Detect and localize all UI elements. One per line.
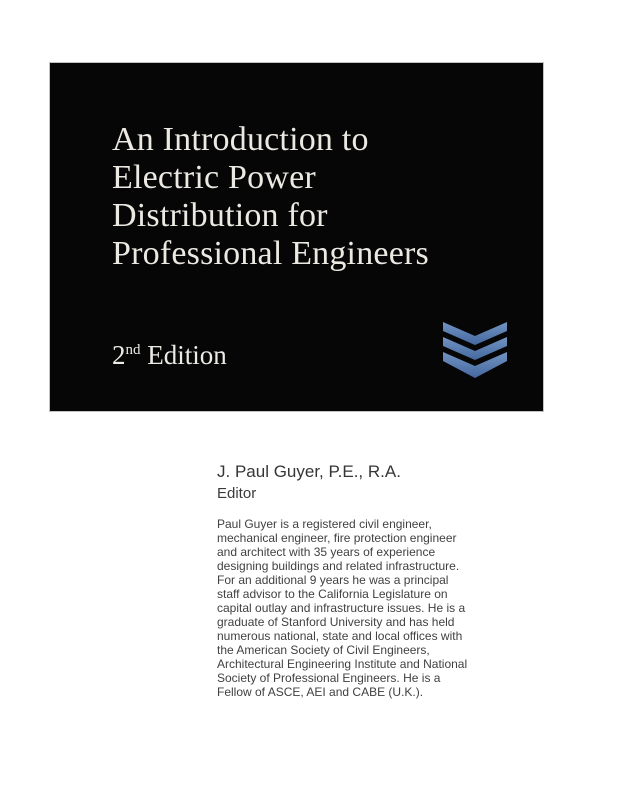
author-role: Editor — [217, 485, 257, 502]
edition-label — [112, 339, 227, 371]
bio-line: staff advisor to the California Legislature on — [217, 587, 448, 601]
bio-line: Architectural Engineering Institute and National — [217, 657, 468, 671]
bio-line: designing buildings and related infrastructure. — [217, 559, 460, 573]
edition-number: 2 — [112, 340, 126, 370]
bio-line: capital outlay and infrastructure issues. He is a — [217, 601, 466, 615]
cover-title-box — [50, 63, 543, 411]
author-name: J. Paul Guyer, P.E., R.A. — [217, 462, 401, 481]
bio-line: numerous national, state and local offices with — [217, 629, 463, 643]
bio-line: and architect with 35 years of experience — [217, 545, 436, 559]
edition-word: Edition — [147, 340, 227, 370]
book-title — [112, 121, 429, 273]
book-title-line: Electric Power — [112, 159, 316, 196]
book-title-line: Professional Engineers — [112, 235, 429, 272]
triple-chevron-down-icon — [442, 322, 508, 378]
bio-line: graduate of Stanford University and has held — [217, 615, 455, 629]
bio-line: Society of Professional Engineers. He is a — [217, 671, 441, 685]
bio-line: For an additional 9 years he was a principal — [217, 573, 449, 587]
bio-line: the American Society of Civil Engineers, — [217, 643, 430, 657]
book-title-line: Distribution for — [112, 197, 328, 234]
bio-line: Paul Guyer is a registered civil engineer, — [217, 517, 432, 531]
bio-line: mechanical engineer, fire protection engineer — [217, 531, 457, 545]
bio-line: Fellow of ASCE, AEI and CABE (U.K.). — [217, 685, 424, 699]
author-bio-paragraph — [217, 517, 467, 699]
edition-suffix: nd — [125, 342, 141, 358]
book-title-line: An Introduction to — [112, 121, 369, 158]
